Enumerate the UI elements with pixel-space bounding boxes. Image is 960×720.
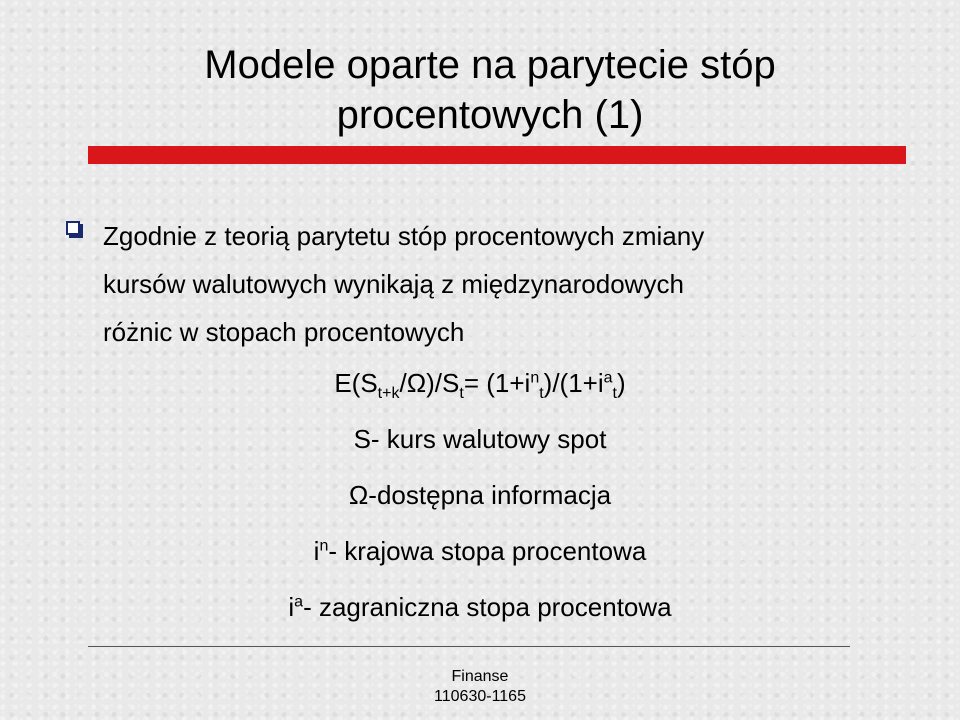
formula-part: = (1+i <box>463 368 531 398</box>
bullet-line-3: różnic w stopach procentowych <box>103 317 465 347</box>
footer-course-name: Finanse <box>451 668 509 685</box>
slide-title-line-2: procentowych (1) <box>336 93 644 137</box>
domestic-rate-text: - krajowa stopa procentowa <box>328 536 647 566</box>
foreign-rate-symbol: i <box>288 592 295 622</box>
foreign-rate-superscript: a <box>294 593 304 611</box>
formula-subscript: t <box>539 385 544 403</box>
formula-subscript: t <box>612 385 617 403</box>
footer-code: 110630-1165 <box>434 688 526 705</box>
bullet-text <box>103 212 903 356</box>
formula-subscript: t+k <box>377 385 400 403</box>
formula-part: /Ω)/S <box>399 368 460 398</box>
slide-title-line-1: Modele oparte na parytecie stóp <box>204 43 776 87</box>
bullet-line-1: Zgodnie z teorią parytetu stóp procentowych zmiany <box>103 221 705 251</box>
formula-part: )/(1+i <box>543 368 604 398</box>
formula-subscript: t <box>459 385 464 403</box>
checkbox-bullet-icon <box>66 221 80 235</box>
domestic-rate-superscript: n <box>319 537 329 555</box>
bullet-line-2: kursów walutowych wynikają z międzynarodowych <box>103 269 684 299</box>
parity-formula <box>0 368 960 403</box>
foreign-rate-text: - zagraniczna stopa procentowa <box>303 592 672 622</box>
formula-part: ) <box>617 368 626 398</box>
slide-title <box>90 40 890 140</box>
definition-information: Ω-dostępna informacja <box>348 480 612 510</box>
definition-spot-rate: S- kurs walutowy spot <box>353 424 607 454</box>
formula-superscript: n <box>530 369 540 387</box>
footer-divider <box>88 646 850 647</box>
definition-foreign-rate <box>0 592 960 623</box>
domestic-rate-symbol: i <box>313 536 320 566</box>
formula-part: E(S <box>334 368 378 398</box>
title-accent-bar <box>88 146 906 164</box>
definition-domestic-rate <box>0 536 960 567</box>
formula-superscript: a <box>603 369 613 387</box>
